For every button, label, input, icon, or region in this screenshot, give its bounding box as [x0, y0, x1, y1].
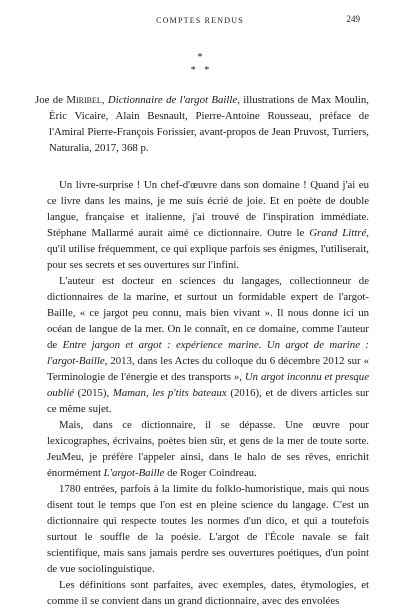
- reference-details: , illustrations de Max Moulin, Éric Vicaire, Alain Besnault, Pierre-Antoine Rousseau, préface de l'Amiral Pierre-François Forissier, avant-propos de Jean Pruvost, Turriers, Naturalia, 2017, 368 p.: [49, 94, 369, 154]
- author-first-name: Joe de: [35, 94, 67, 106]
- asterism-bottom: * *: [190, 65, 210, 76]
- paragraph-3-text-b: de Roger Coindreau.: [164, 467, 257, 479]
- author-last-name: Miribel: [66, 94, 102, 106]
- review-body: [47, 177, 369, 609]
- paragraph-4: 1780 entrées, parfois à la limite du folklo-humoristique, mais qui nous disent tout le temps que l'on est en pleine science du langage. C'est un dictionnaire qui respecte toutes les normes d'un dico, et qui a toutefois surtout le souffle de la poésie. L'argot de l'École navale se fait scientifique, mais sans jamais perdre ses ouvertures poétiques, d'un point de vue sociolinguistique.: [47, 483, 369, 575]
- work-title-2: Un argot inconnu et presque oublié: [47, 371, 369, 399]
- paragraph-1-text: Un livre-surprise ! Un chef-d'œuvre dans son domaine ! Quand j'ai eu ce livre dans les mains, je me suis écrié de joie. Et en poète de double langue, française et italienne, j'ai trouvé de l'inspiration immédiate. Stéphane Mallarmé aurait aimé ce dictionnaire. Outre le: [47, 179, 369, 239]
- work-title-3: Maman, les p'tits bateaux: [112, 387, 227, 399]
- asterism-top: *: [197, 52, 203, 63]
- paragraph-2-text-a: L'auteur est docteur en sciences du langages, collectionneur de dictionnaires de la marine, et surtout un formidable expert de l'argot-Baille, « ce jargot peu connu, mais bien vivant ». Il nous donne ici un océan de langue de la mer. On le connaît, en ce domaine, comme l'auteur de: [47, 275, 369, 351]
- paragraph-1-end: , qu'il utilise fréquemment, ce qui explique parfois ses énigmes, l'utiliserait, pour ses secrets et ses ouvertures sur l'infini.: [47, 227, 369, 271]
- paragraph-2: [47, 273, 369, 417]
- paragraph-5: Les définitions sont parfaites, avec exemples, dates, étymologies, et comme il se convient dans un grand dictionnaire, avec des envolées: [47, 579, 369, 607]
- page-number: 249: [346, 14, 360, 24]
- paragraph-2-text-c: (2015),: [74, 387, 113, 399]
- book-title: Dictionnaire de l'argot Baille: [107, 94, 238, 106]
- work-title-1: Entre jargon et argot : expérience marine. Un argot de marine : l'argot-Baille: [47, 339, 369, 367]
- paragraph-3: [47, 417, 369, 481]
- paragraph-2-text-d: (2016), et de divers articles sur ce même sujet.: [47, 387, 369, 415]
- book-reference: Joe de Miribel, Dictionnaire de l'argot Baille, illustrations de Max Moulin, Éric Vicaire, Alain Besnault, Pierre-Antoine Rousseau, préface de l'Amiral Pierre-François Forissier, avant-propos de Jean Pruvost, Turriers, Naturalia, 2017, 368 p.: [35, 94, 369, 154]
- grand-littre-title: Grand Littré: [309, 227, 367, 239]
- running-head: COMPTES RENDUS: [156, 16, 244, 25]
- paragraph-3-text-a: Mais, dans ce dictionnaire, il se dépasse. Une œuvre pour lexicographes, écrivains, poètes bien sûr, et gens de la mer de toute sorte. JeuMeu, je préfère l'appeler ainsi, dans le halo de ses rêves, enrichit énormément: [47, 419, 369, 479]
- paragraph-1: [47, 177, 369, 273]
- paragraph-2-text-b: , 2013, dans les Actes du colloque du 6 décembre 2012 sur « Terminologie de l'énergie et des transports »,: [47, 355, 369, 383]
- argot-baille-title: L'argot-Baille: [103, 467, 165, 479]
